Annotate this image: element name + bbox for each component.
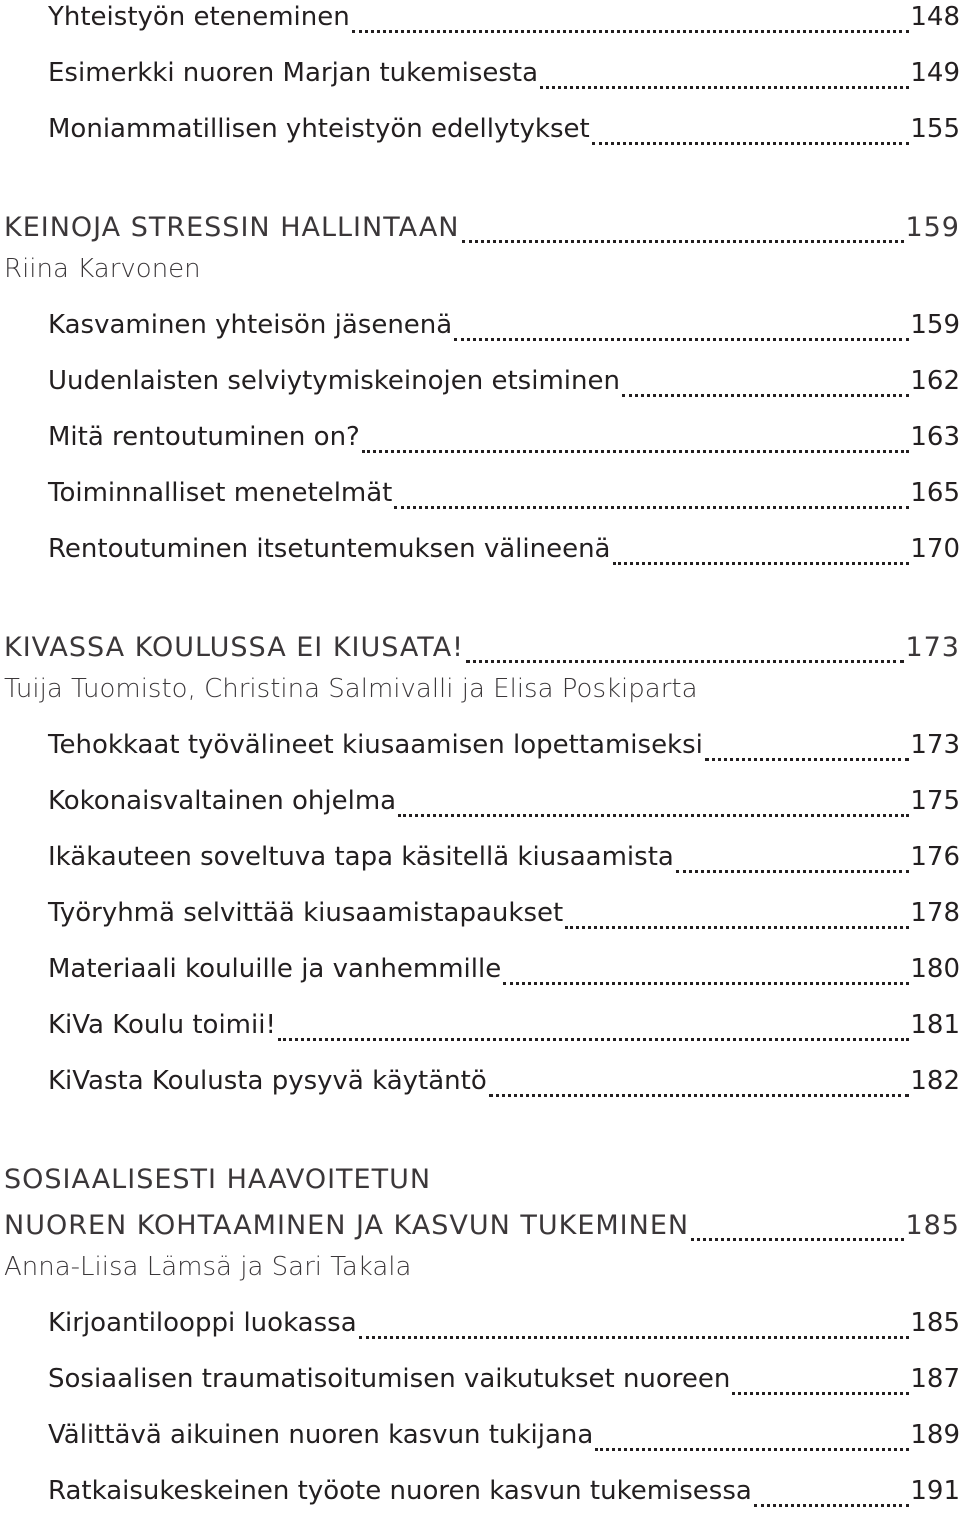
dot-leader	[754, 1504, 910, 1507]
toc-entry[interactable]	[48, 1476, 960, 1516]
dot-leader	[362, 450, 910, 453]
dot-leader	[540, 86, 909, 89]
toc-entry-title: Materiaali kouluille ja vanhemmille	[48, 954, 502, 984]
toc-entry-title: Uudenlaisten selviytymiskeinojen etsiminen	[48, 366, 620, 396]
toc-entry[interactable]	[48, 2, 960, 42]
toc-entry[interactable]	[48, 1308, 960, 1348]
chapter-page: 173	[905, 632, 960, 663]
chapter-title: NUOREN KOHTAAMINEN JA KASVUN TUKEMINEN	[4, 1210, 690, 1241]
toc-entry-page: 173	[910, 730, 960, 760]
dot-leader	[592, 142, 910, 145]
chapter-title-line: SOSIAALISESTI HAAVOITETUN	[4, 1164, 432, 1195]
chapter-title: KEINOJA STRESSIN HALLINTAAN	[4, 212, 460, 243]
toc-entry-title: Sosiaalisen traumatisoitumisen vaikutukset nuoreen	[48, 1364, 731, 1394]
dot-leader	[613, 562, 910, 565]
toc-entry-page: 175	[910, 786, 960, 816]
toc-entry-title: Ikäkauteen soveltuva tapa käsitellä kiusaamista	[48, 842, 674, 872]
toc-entry-title: Moniammatillisen yhteistyön edellytykset	[48, 114, 590, 144]
toc-entry-title: Rentoutuminen itsetuntemuksen välineenä	[48, 534, 611, 564]
chapter-entry[interactable]	[4, 212, 960, 252]
toc-entry-page: 181	[910, 1010, 960, 1040]
chapter-author: Riina Karvonen	[4, 254, 201, 284]
chapter-page: 185	[905, 1210, 960, 1241]
toc-entry[interactable]	[48, 898, 960, 938]
toc-entry-title: Tehokkaat työvälineet kiusaamisen lopettamiseksi	[48, 730, 703, 760]
toc-entry-page: 191	[910, 1476, 960, 1506]
toc-entry[interactable]	[48, 786, 960, 826]
toc-entry[interactable]	[48, 366, 960, 406]
chapter-entry[interactable]	[4, 1210, 960, 1250]
chapter-title: KIVASSA KOULUSSA EI KIUSATA!	[4, 632, 464, 663]
dot-leader	[705, 758, 909, 761]
dot-leader	[359, 1336, 910, 1339]
dot-leader	[676, 870, 910, 873]
toc-entry-page: 155	[910, 114, 960, 144]
dot-leader	[622, 394, 909, 397]
toc-entry-title: Mitä rentoutuminen on?	[48, 422, 360, 452]
chapter-author: Tuija Tuomisto, Christina Salmivalli ja Elisa Poskiparta	[4, 674, 698, 704]
dot-leader	[691, 1238, 904, 1241]
dot-leader	[466, 660, 904, 663]
toc-entry-page: 178	[910, 898, 960, 928]
toc-entry-page: 182	[910, 1066, 960, 1096]
toc-entry-page: 165	[910, 478, 960, 508]
toc-entry[interactable]	[48, 1010, 960, 1050]
toc-entry[interactable]	[48, 534, 960, 574]
toc-entry-page: 149	[910, 58, 960, 88]
dot-leader	[462, 240, 905, 243]
toc-entry[interactable]	[48, 1420, 960, 1460]
chapter-page: 159	[905, 212, 960, 243]
toc-entry[interactable]	[48, 842, 960, 882]
toc-entry[interactable]	[48, 422, 960, 462]
toc-entry-page: 162	[910, 366, 960, 396]
toc-entry-page: 159	[910, 310, 960, 340]
dot-leader	[352, 30, 910, 33]
toc-entry-page: 189	[910, 1420, 960, 1450]
toc-entry-title: Toiminnalliset menetelmät	[48, 478, 393, 508]
toc-entry[interactable]	[48, 954, 960, 994]
dot-leader	[278, 1038, 909, 1041]
toc-entry-title: Ratkaisukeskeinen työote nuoren kasvun tukemisessa	[48, 1476, 752, 1506]
chapter-entry[interactable]	[4, 632, 960, 672]
dot-leader	[398, 814, 909, 817]
toc-entry-page: 170	[910, 534, 960, 564]
dot-leader	[503, 982, 909, 985]
toc-entry[interactable]	[48, 58, 960, 98]
toc-entry-title: Kokonaisvaltainen ohjelma	[48, 786, 397, 816]
toc-entry[interactable]	[48, 730, 960, 770]
toc-entry[interactable]	[48, 1364, 960, 1404]
toc-entry[interactable]	[48, 1066, 960, 1106]
toc-entry-title: Esimerkki nuoren Marjan tukemisesta	[48, 58, 539, 88]
dot-leader	[595, 1448, 909, 1451]
dot-leader	[394, 506, 909, 509]
dot-leader	[454, 338, 909, 341]
toc-entry-title: Yhteistyön eteneminen	[48, 2, 350, 32]
toc-entry-page: 180	[910, 954, 960, 984]
dot-leader	[565, 926, 909, 929]
toc-entry-title: Kirjoantilooppi luokassa	[48, 1308, 357, 1338]
toc-entry-page: 187	[910, 1364, 960, 1394]
toc-entry[interactable]	[48, 310, 960, 350]
toc-entry-title: Välittävä aikuinen nuoren kasvun tukijana	[48, 1420, 594, 1450]
chapter-author: Anna-Liisa Lämsä ja Sari Takala	[4, 1252, 412, 1282]
toc-entry[interactable]	[48, 114, 960, 154]
dot-leader	[732, 1392, 909, 1395]
toc-entry-title: Kasvaminen yhteisön jäsenenä	[48, 310, 453, 340]
toc-entry-page: 185	[910, 1308, 960, 1338]
toc-entry-title: KiVa Koulu toimii!	[48, 1010, 276, 1040]
toc-entry-page: 163	[910, 422, 960, 452]
toc-entry-page: 148	[910, 2, 960, 32]
toc-entry[interactable]	[48, 478, 960, 518]
toc-entry-page: 176	[910, 842, 960, 872]
toc-entry-title: KiVasta Koulusta pysyvä käytäntö	[48, 1066, 487, 1096]
dot-leader	[489, 1094, 910, 1097]
toc-entry-title: Työryhmä selvittää kiusaamistapaukset	[48, 898, 564, 928]
